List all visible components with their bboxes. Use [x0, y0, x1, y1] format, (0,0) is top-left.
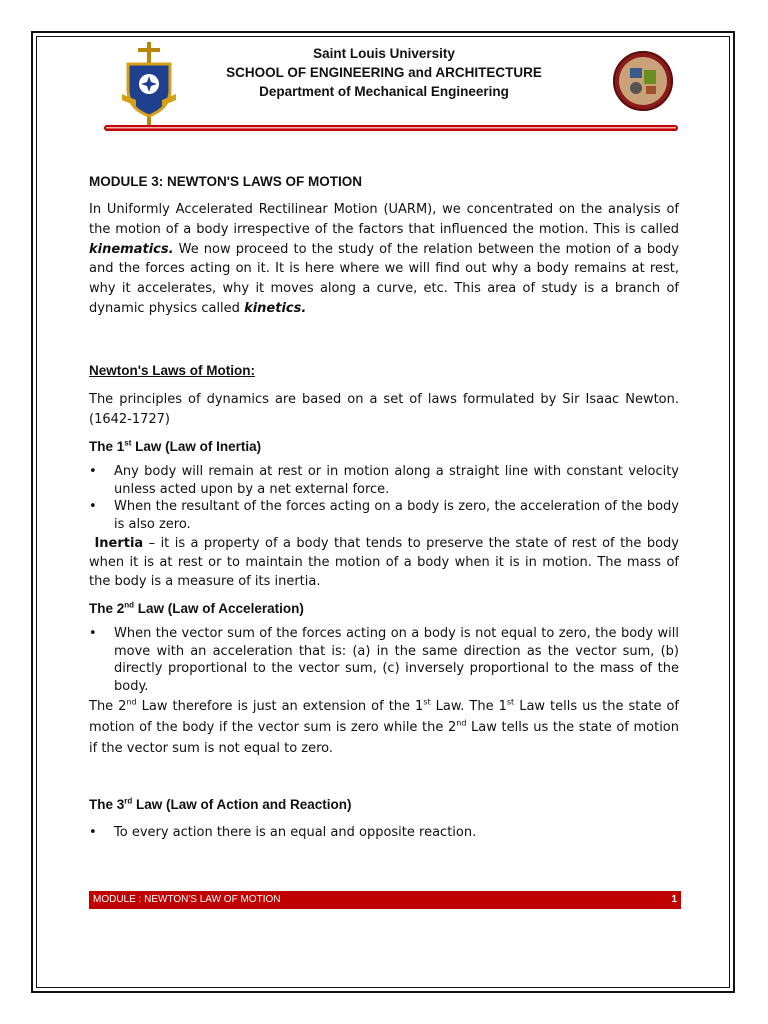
inertia-text: – it is a property of a body that tends to preserve the state of rest of the body when it is at rest or to maintain the motion of a body when it is in motion. The mass of the body is a measure of its inertia. [89, 536, 679, 590]
intro-paragraph [89, 200, 679, 319]
laws-heading: Newton's Laws of Motion: [89, 362, 255, 378]
main-content [89, 174, 679, 842]
law2-extension: The 2nd Law therefore is just an extension of the 1st Law. The 1st Law tells us the state of motion of the body if the vector sum is zero while the 2nd Law tells us the state of motion if the vector sum is not equal to zero. [89, 698, 680, 757]
department-name: Department of Mechanical Engineering [259, 84, 509, 99]
school-name: SCHOOL OF ENGINEERING and ARCHITECTURE [226, 65, 542, 80]
law1-bullets [89, 463, 679, 533]
footer-label: MODULE : NEWTON'S LAW OF MOTION [93, 894, 281, 905]
term-inertia: Inertia [94, 536, 144, 552]
inertia-definition [89, 534, 679, 591]
list-item: • Any body will remain at rest or in motion along a straight line with constant velocity unless acted upon by a net external force. [89, 463, 679, 498]
document-header [0, 44, 768, 101]
intro-text-2: We now proceed to the study of the relation between the motion of a body and the forces acting on it. It is here where we will find out why a body remains at rest, why it accelerates, why it moves along a curve, etc. This area of study is a branch of dynamic physics called [89, 241, 679, 316]
law2-bullets [89, 625, 679, 695]
intro-text-1: In Uniformly Accelerated Rectilinear Motion (UARM), we concentrated on the analysis of the motion of a body irrespective of the factors that influenced the motion. This is called [89, 202, 679, 237]
header-divider [102, 124, 680, 132]
page-number: 1 [671, 894, 677, 905]
list-item: • When the resultant of the forces acting on a body is zero, the acceleration of the body is also zero. [89, 498, 679, 533]
term-kinematics: kinematics. [89, 241, 174, 257]
laws-intro: The principles of dynamics are based on a set of laws formulated by Sir Isaac Newton. (1642-1727) [89, 391, 679, 427]
list-item: • When the vector sum of the forces acting on a body is not equal to zero, the body will move with an acceleration that is: (a) in the same direction as the vector sum, (b) directly proportional to the vector sum, (c) inversely proportional to the mass of the body. [89, 625, 679, 695]
law3-heading: The 3rd Law (Law of Action and Reaction) [89, 796, 352, 813]
term-kinetics: kinetics. [244, 300, 307, 316]
law1-heading: The 1st Law (Law of Inertia) [89, 438, 262, 455]
law3-bullets [89, 824, 679, 842]
law2-heading: The 2nd Law (Law of Acceleration) [89, 600, 304, 617]
university-name: Saint Louis University [313, 46, 455, 61]
page-footer [89, 891, 681, 909]
list-item: • To every action there is an equal and opposite reaction. [89, 824, 679, 842]
module-title: MODULE 3: NEWTON'S LAWS OF MOTION [89, 174, 362, 189]
